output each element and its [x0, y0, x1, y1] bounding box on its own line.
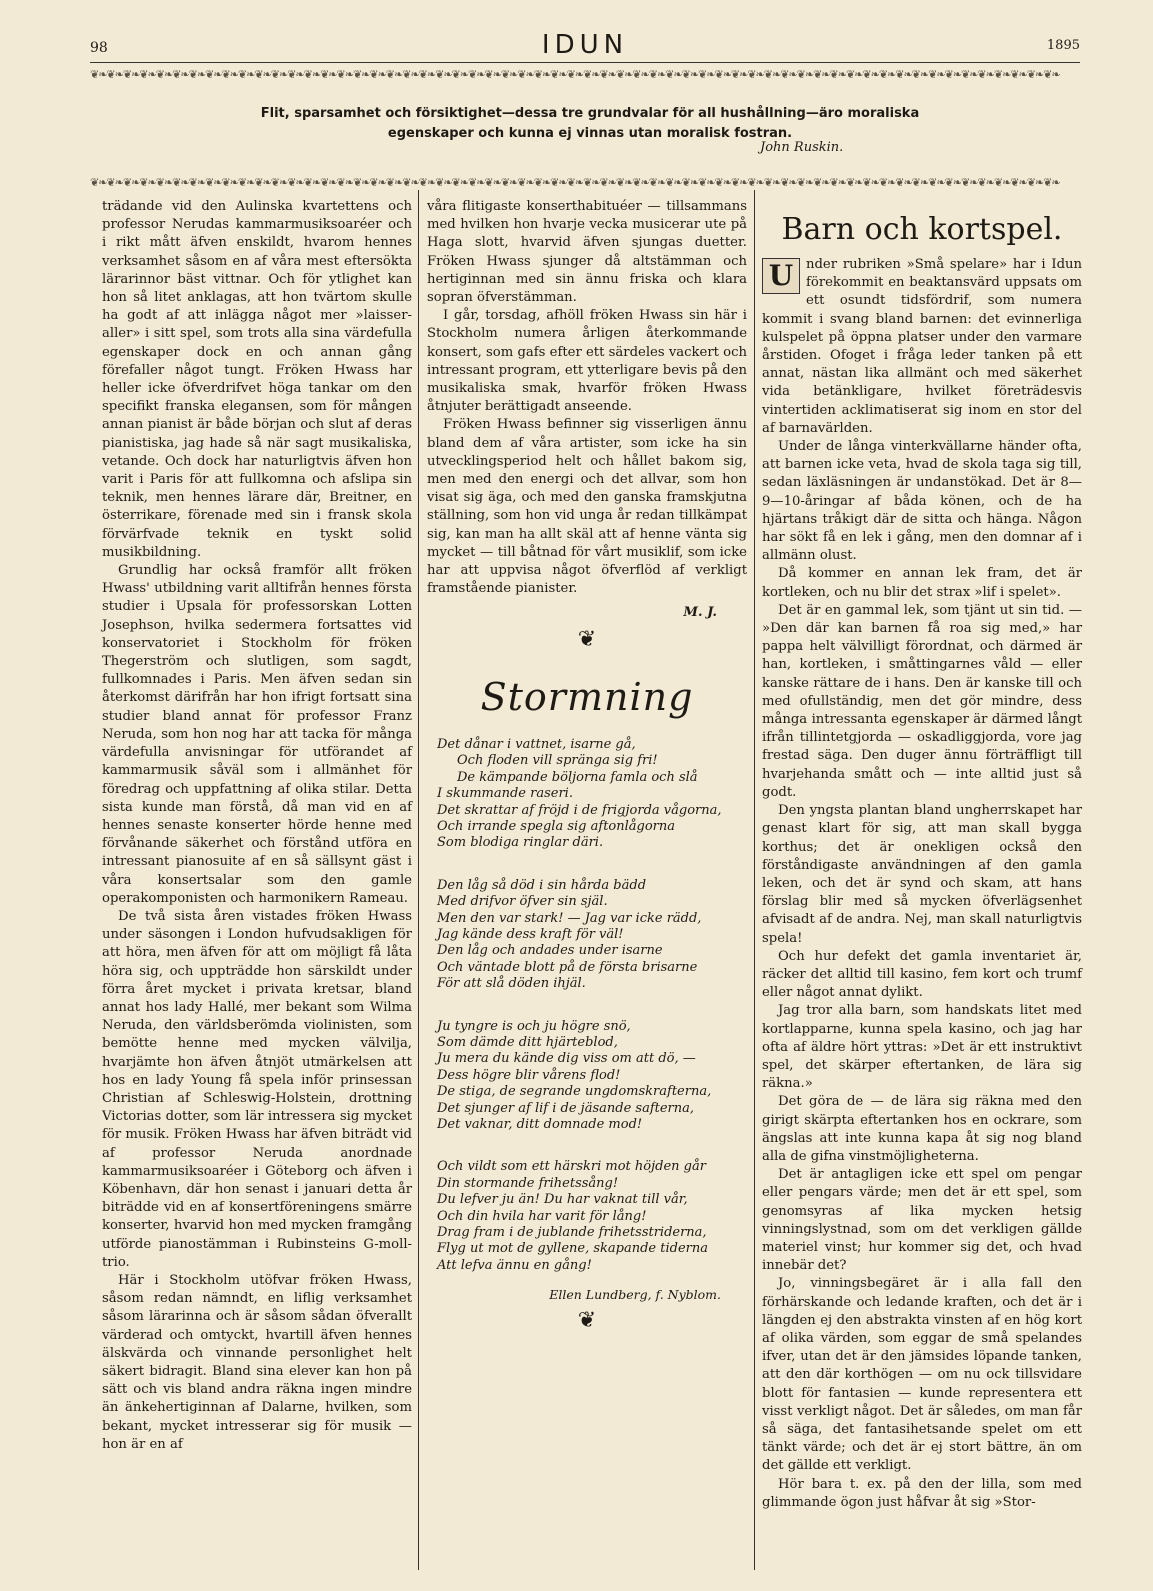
- page-number: 98: [90, 40, 108, 56]
- ornament-border-middle: ❦❧❦❧❦❧❦❧❦❧❦❧❦❧❦❧❦❧❦❧❦❧❦❧❦❧❦❧❦❧❦❧❦❧❦❧❦❧❦❧❦❧❦❧❦❧❦❧❦❧❦❧❦❧❦❧❦❧❦❧❦❧❦❧❦❧❦❧❦❧❦❧❦❧❦❧❦❧❦❧❦❧❦❧❦❧❦❧❦❧❦❧❦❧❦❧❦❧❦❧❦❧❦❧❦❧❦❧❦❧❦❧❦❧❦❧❦❧: [90, 178, 1060, 188]
- poem-line: Och irrande spegla sig aftonlågorna: [437, 818, 676, 834]
- poem-line: Och floden vill spränga sig fri!: [457, 753, 658, 769]
- poem-line: Jag kände dess kraft för väl!: [437, 926, 624, 942]
- col3-paragraph: Det göra de — de lära sig räkna med den girigt skärpta eftertanken hos en ockrare, som ängslas att inte kunna kapa åt sig nog bland alla de gifna vinstmöjligheterna.: [762, 1094, 1082, 1164]
- header-rule: [90, 62, 1080, 63]
- motto-quote: Flit, sparsamhet och försiktighet—dessa tre grundvalar för all hushållning—äro moraliska egenskaper och kunna ej vinnas utan moralisk fostran.: [260, 106, 920, 141]
- motto-author: John Ruskin.: [760, 140, 844, 155]
- poem-line: De kämpande böljorna famla och slå: [457, 769, 698, 785]
- fleuron-icon: ❦: [577, 1308, 597, 1334]
- fleuron-icon: ❦: [577, 626, 597, 652]
- poem-line: Med drifvor öfver sin själ.: [437, 894, 608, 910]
- poem-line: I skummande raseri.: [437, 786, 573, 802]
- col1-paragraph: Här i Stockholm utöfvar fröken Hwass, såsom redan nämndt, en liflig verksamhet såsom lärarinna och är såsom sådan öfverallt värderad och omtyckt, hvartill äfven hennes älskvärda och vinnande personlighet helt säkert bidragit. Bland sina elever kan hon på sätt och vis bland andra räkna ingen mindre än änkehertiginnan af Dalarne, hvilken, som bekant, mycket intresserar sig för musik — hon är en af: [102, 1272, 412, 1452]
- column-3: [762, 198, 1082, 1512]
- poem-line: Och din hvila har varit för lång!: [437, 1208, 647, 1224]
- col3-paragraph: Den yngsta plantan bland ungherrskapet har genast klart för sig, att man skall bygga korthus; det är onekligen också den förståndigaste användningen af den gamla leken, och det är synd och skam, att hans förslag blir med så mycken öfverlägsenhet afvisadt af de andra. Nej, man skall naturligtvis spela!: [762, 803, 1082, 946]
- col3-paragraph: Det är antagligen icke ett spel om pengar eller pengars värde; men det är ett spel, som genomsyras af lika mycken hetsig vinningslystnad, som om det verkligen gällde materiel vinst; hur kommer sig det, och hvad innebär det?: [762, 1167, 1082, 1274]
- col3-paragraph: Hör bara t. ex. på den der lilla, som med glimmande ögon just håfvar åt sig »Stor-: [762, 1476, 1082, 1510]
- col1-paragraph: Grundlig har också framför allt fröken Hwass' utbildning varit alltifrån hennes första studier i Upsala för professorskan Lotten Josephson, hvilka sedermera fortsattes vid konservatoriet i Stockholm för fröken Thegerström och slutligen, som sagdt, fullkomnades i Paris. Men äfven sedan sin återkomst därifrån har hon ifrigt fortsatt sina studier bland annat för professor Franz Neruda, som hon nog har att tacka för många värdefulla anvisningar för utförandet af kammarmusik såväl som i allmänhet för föredrag och uppfattning af olika stilar. Detta sista kunde man förstå, då man vid en af hennes senaste konserter hörde henne med förvånande säkerhet och förstånd utföra en intressant pianosuite af en så sällsynt gäst i våra konsertsalar som den gamle operakomponisten och harmonikern Rameau.: [102, 563, 412, 906]
- poem-line: Som dämde ditt hjärteblod,: [437, 1034, 618, 1050]
- col3-paragraph: Jo, vinningsbegäret är i alla fall den förhärskande och ledande kraften, och det är i längden ej den abstrakta vinsten af en hög kort af olika värden, som eggar de små spelandes ifver, utan det är den jämsides löpande tanken, att den där korthögen — om nu ock tillsvidare blott för fantasien — kunde representera ett visst verkligt något. Det är således, om man får så säga, det fantasihetsande spelet om ett tänkt värde; och det är ej stort bättre, än om det gällde ett verkligt.: [762, 1276, 1082, 1474]
- poem-line: Den låg och andades under isarne: [437, 943, 663, 959]
- poem-stanza: [437, 878, 747, 993]
- col3-paragraph: Jag tror alla barn, som handskats litet med kortlapparne, kunna spela kasino, och jag har ofta af äldre hört yttras: »Det är ett instruktivt spel, det skärper eftertanken, de lära sig räkna.»: [762, 1003, 1082, 1092]
- col3-paragraph: Då kommer en annan lek fram, det är kortleken, och nu blir det strax »lif i spelet».: [762, 566, 1082, 600]
- poem-line: Att lefva ännu en gång!: [437, 1257, 592, 1273]
- col1-paragraph: trädande vid den Aulinska kvartettens och professor Nerudas kammarmusiksoaréer och i rikt mått äfven enskildt, hvarom hennes verksamhet såsom en af våra mest eftersökta lärarinnor bäst vittnar. Och för ytlighet kan hon så litet anklagas, att hon tvärtom skulle ha godt af att inlägga något mer »laisser-aller» i sitt spel, som trots alla sina värdefulla egenskaper dock en och annan gång förefaller något tungt. Fröken Hwass har heller icke öfverdrifvet höga tankar om den specifikt franska elegansen, som för mången annan pianist är både början och slut af deras pianistiska, jag hade så när sagt musikaliska, vetande. Och dock har naturligtvis äfven hon varit i Paris för att fullkomna och afslipa sin teknik, men hennes lärare där, Breitner, en österrikare, förenade med sin i fransk skola förvärfvade teknik en tyskt solid musikbildning.: [102, 199, 412, 560]
- poem-line: Det dånar i vattnet, isarne gå,: [437, 736, 636, 752]
- column-1: [102, 198, 412, 1454]
- col2-paragraph: I går, torsdag, afhöll fröken Hwass sin här i Stockholm numera årligen återkommande konsert, som gafs efter ett särdeles vackert och intressant program, ett ytterligare bevis på den musikaliska smak, hvarför fröken Hwass åtnjuter berättigadt anseende.: [427, 308, 747, 415]
- poem-line: För att slå döden ihjäl.: [437, 976, 586, 992]
- poem-line: Flyg ut mot de gyllene, skapande tiderna: [437, 1241, 708, 1257]
- poem-stanza: [437, 1019, 747, 1134]
- page-header: [90, 30, 1080, 60]
- poem-line: Det sjunger af lif i de jäsande safterna,: [437, 1100, 695, 1116]
- col3-paragraph: Och hur defekt det gamla inventariet är, räcker det alltid till kasino, fem kort och trumf eller något annat dylikt.: [762, 948, 1082, 1001]
- col3-paragraph-text: nder rubriken »Små spelare» har i Idun förekommit en beaktansvärd uppsats om ett osundt tidsfördrif, som numera kommit i svang bland barnen: det evinnerliga kulspelet på öppna platser under den varmare årstiden. Ofoget i fråga leder tanken på ett annat, nästan lika allmänt och med säkerhet vida betänkligare, hvilket företrädesvis vintertiden acklimatiserat sig inom en stor del af barnavärlden.: [762, 257, 1082, 436]
- col1-paragraph: De två sista åren vistades fröken Hwass under säsongen i London hufvudsakligen för att höra, men äfven för att om möjligt få låta höra sig, och uppträdde hon särskildt under förra året mycket i privata kretsar, bland annat hos lady Hallé, mer bekant som Wilma Neruda, den världsberömda violinisten, som bemötte henne med mycken välvilja, hvarjämte hon äfven åtnjöt utmärkelsen att hos en lady Young få spela inför prinsessan Christian af Schleswig-Holstein, drottning Victorias dotter, som lär intressera sig mycket för musik. Fröken Hwass har äfven biträdt vid af professor Neruda anordnade kammarmusiksoaréer i Göteborg och äfven i Köbenhavn, där hon senast i januari detta år biträdde vid en af konsertföreningens smärre konserter, hvarvid hon med mycken framgång utförde pianostämman i Rubinsteins G-moll-trio.: [102, 908, 412, 1270]
- issue-year: 1895: [1046, 38, 1080, 53]
- article-title: Barn och kortspel.: [781, 212, 1063, 247]
- poem-line: Och väntade blott på de första brisarne: [437, 959, 698, 975]
- column-2: [427, 198, 747, 1339]
- column-divider-2: [754, 190, 755, 1570]
- poem-line: Som blodiga ringlar däri.: [437, 835, 604, 851]
- poem-line: Den låg så död i sin hårda bädd: [437, 877, 647, 893]
- col2-paragraph: våra flitigaste konserthabituéer — tillsammans med hvilken hon hvarje vecka musicerar ute på Haga slott, hvarvid äfven sjungas duetter. Fröken Hwass sjunger då altstämman och hertiginnan med sin ännu friska och klara sopran öfverstämman.: [427, 199, 747, 306]
- poem-line: Dess högre blir vårens flod!: [437, 1067, 621, 1083]
- poem-line: De stiga, de segrande ungdomskrafterna,: [437, 1084, 712, 1100]
- column-divider-1: [418, 190, 419, 1570]
- poem: [427, 737, 747, 1274]
- poem-line: Din stormande frihetssång!: [437, 1175, 619, 1191]
- poem-line: Du lefver ju än! Du har vaknat till vår,: [437, 1192, 688, 1208]
- poem-line: Ju mera du kände dig viss om att dö, —: [437, 1051, 696, 1067]
- col2-paragraph: Fröken Hwass befinner sig visserligen ännu bland dem af våra artister, som icke ha sin utvecklingsperiod helt och hållet bakom sig, men med den energi och det allvar, som hon visat sig äga, och med den ganska framskjutna ställning, som hon vid unga år redan tillkämpat sig, kan man ha allt skäl att af henne vänta sig mycket — till båtnad för vårt musiklif, som icke har att uppvisa något öfverflöd af verkligt framstående pianister.: [427, 417, 747, 597]
- poem-stanza: [437, 737, 747, 852]
- col3-paragraph: Det är en gammal lek, som tjänt ut sin tid. — »Den där kan barnen få roa sig med,» har pappa helt välvilligt förordnat, och därmed är han, kortleken, i småttingarnes våld — eller kanske rättare de i hans. Den är kanske till och med ofullständig, men det gör mindre, dess många intressanta egenskaper är därmed långt ifrån tillintetgjorda — oskadliggjorda, vore jag frestad säga. Den duger ännu förträffligt till hvarjehanda smått och — inte alltid just så godt.: [762, 602, 1082, 800]
- poem-title: Stormning: [480, 674, 694, 719]
- poem-line: Ju tyngre is och ju högre snö,: [437, 1018, 631, 1034]
- poem-signature: Ellen Lundberg, f. Nyblom.: [549, 1287, 721, 1303]
- ornament-border-top: ❦❧❦❧❦❧❦❧❦❧❦❧❦❧❦❧❦❧❦❧❦❧❦❧❦❧❦❧❦❧❦❧❦❧❦❧❦❧❦❧❦❧❦❧❦❧❦❧❦❧❦❧❦❧❦❧❦❧❦❧❦❧❦❧❦❧❦❧❦❧❦❧❦❧❦❧❦❧❦❧❦❧❦❧❦❧❦❧❦❧❦❧❦❧❦❧❦❧❦❧❦❧❦❧❦❧❦❧❦❧❦❧❦❧❦❧❦❧: [90, 70, 1060, 80]
- poem-stanza: [437, 1159, 747, 1274]
- poem-line: Men den var stark! — Jag var icke rädd,: [437, 910, 702, 926]
- poem-line: Det vaknar, ditt domnade mod!: [437, 1117, 643, 1132]
- poem-line: Drag fram i de jublande frihetsstriderna,: [437, 1225, 707, 1241]
- masthead-title: IDUN: [541, 30, 629, 60]
- col3-paragraph: Under de långa vinterkvällarne händer ofta, att barnen icke veta, hvad de skola taga sig till, sedan läxläsningen är undanstökad. Det är 8—9—10-åringar af båda könen, och de ha hjärtans tråkigt där de sitta och hänga. Någon har sökt få en lek i gång, men den domnar af i allmänn olust.: [762, 439, 1082, 564]
- poem-line: Och vildt som ett härskri mot höjden går: [437, 1159, 706, 1175]
- dropcap-letter: U: [762, 258, 800, 294]
- poem-line: Det skrattar af fröjd i de frigjorda vågorna,: [437, 802, 722, 818]
- article-signature: M. J.: [683, 605, 717, 621]
- col3-first-paragraph: [762, 256, 1082, 438]
